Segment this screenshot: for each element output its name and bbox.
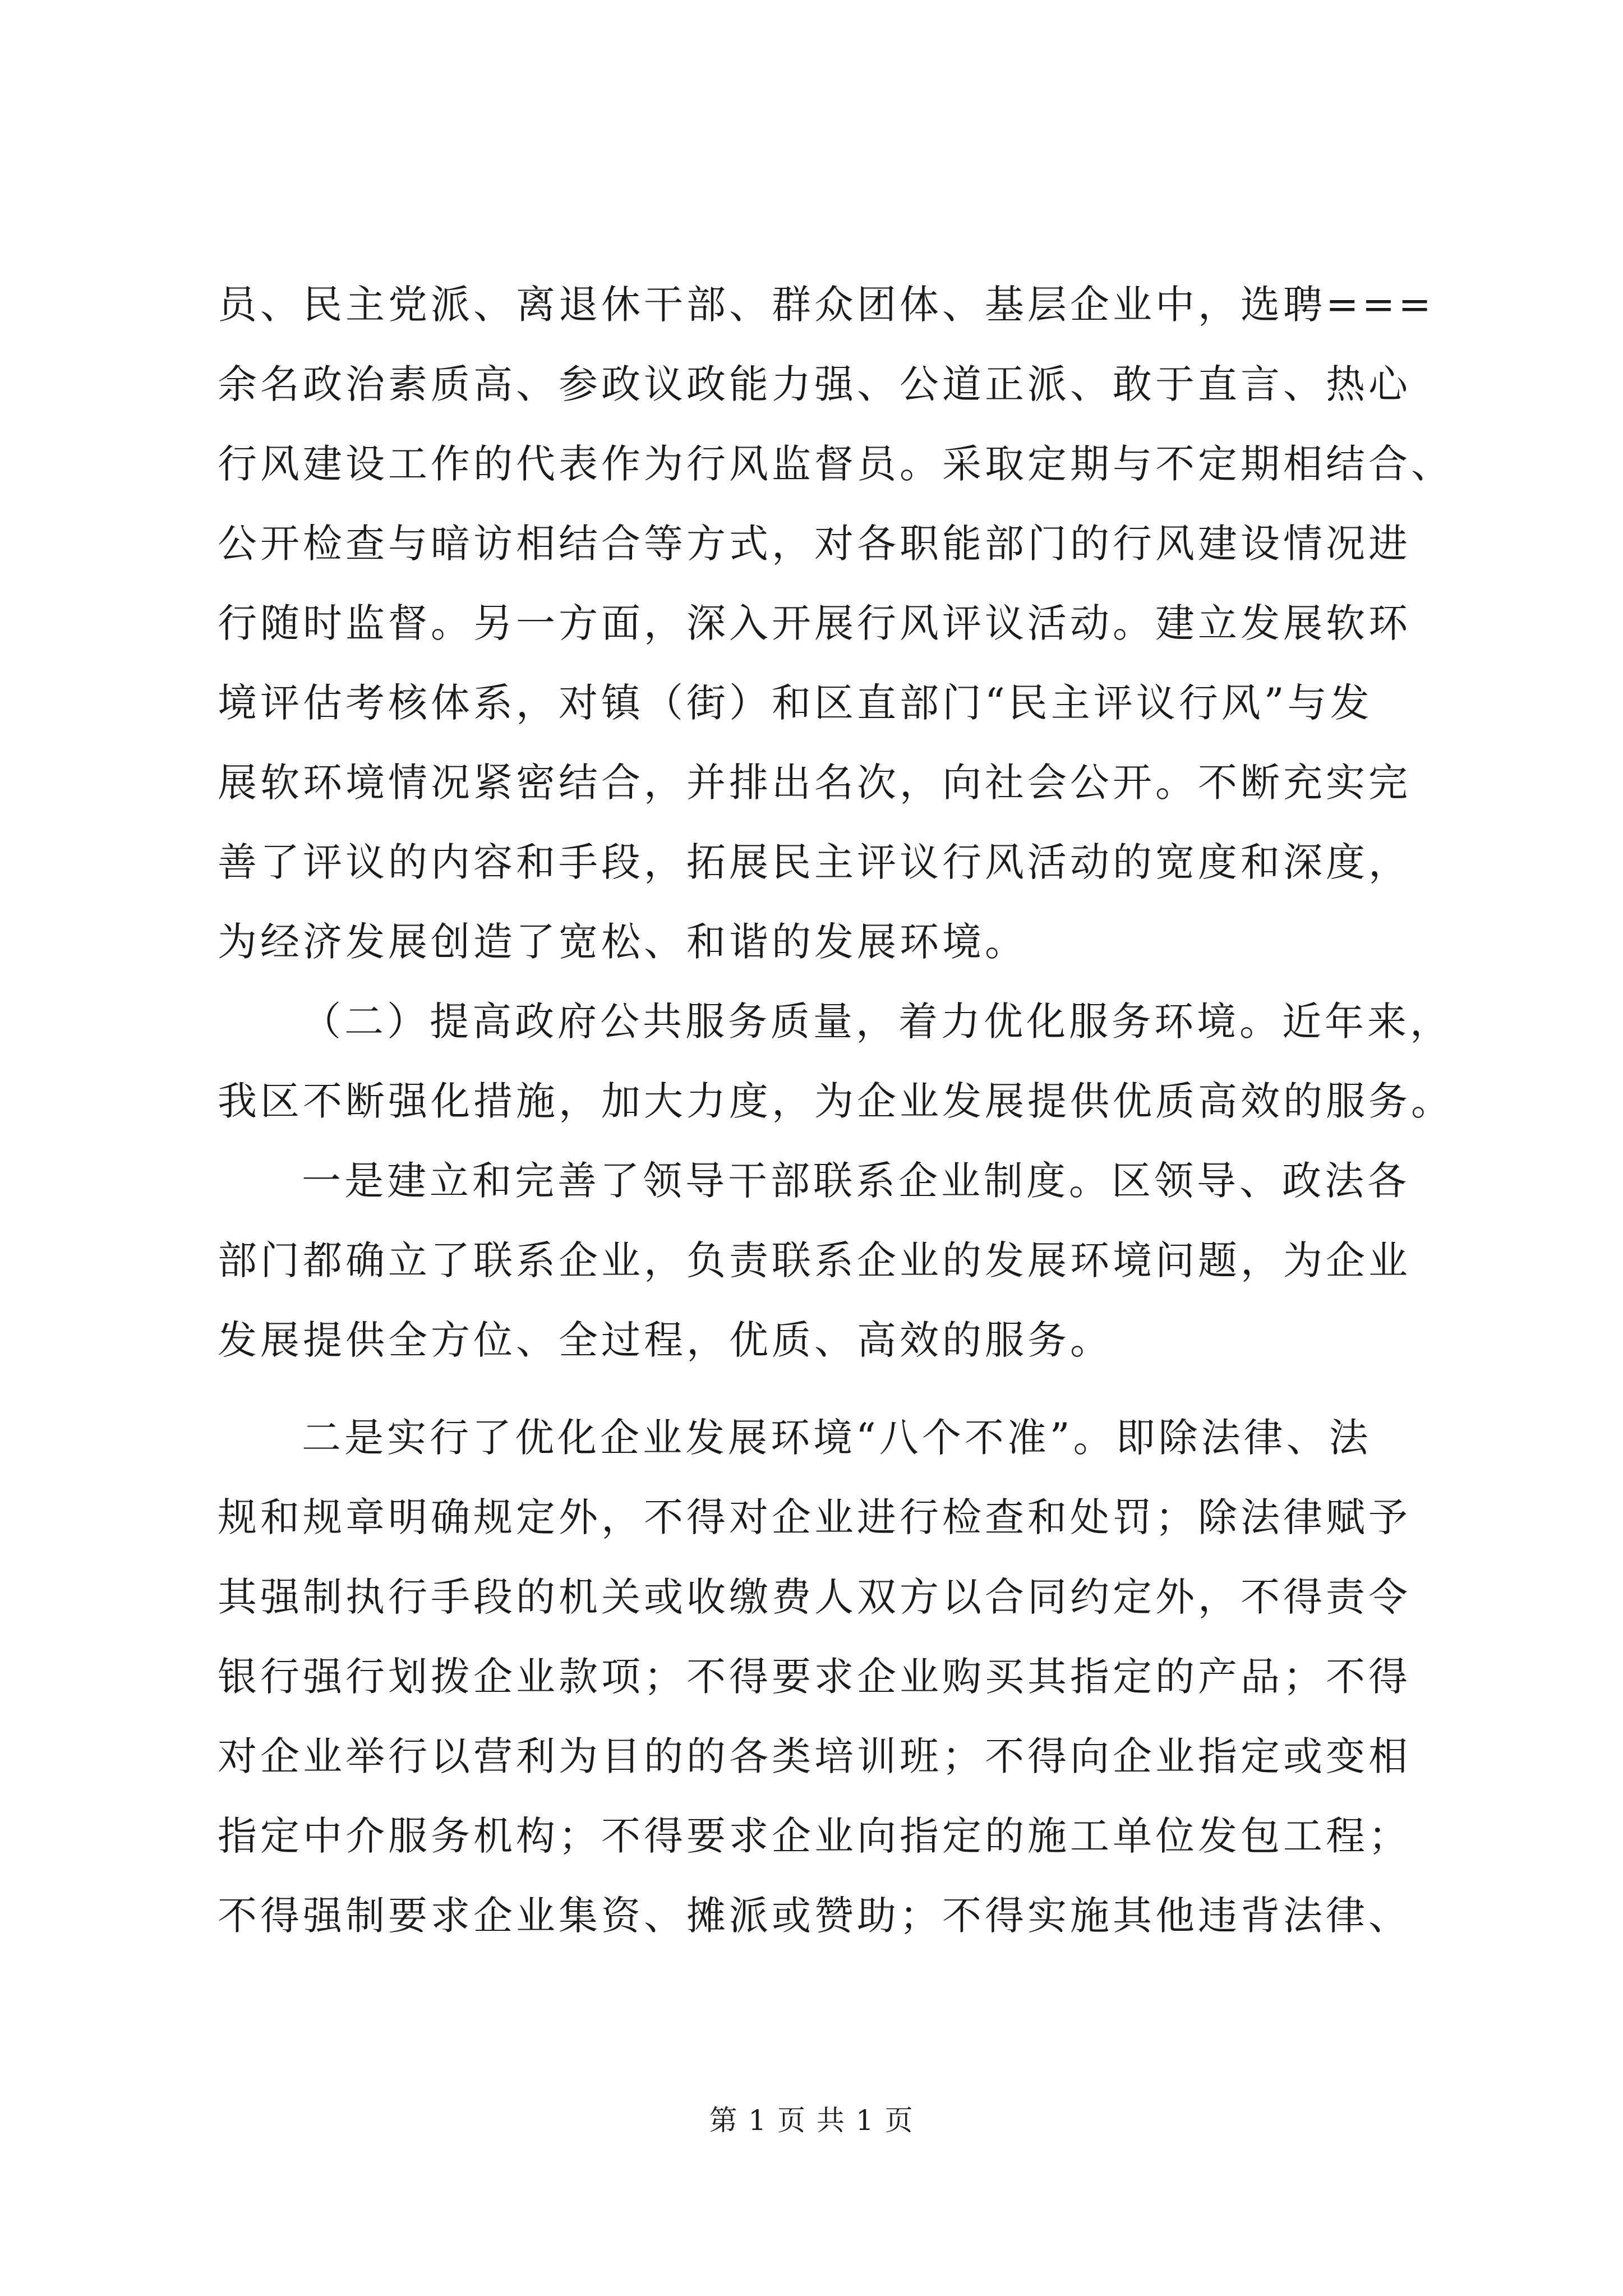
text-line: 公开检查与暗访相结合等方式，对各职能部门的行风建设情况进	[218, 521, 1411, 567]
text-line: 部门都确立了联系企业，负责联系企业的发展环境问题，为企业	[218, 1237, 1411, 1283]
text-line: 其强制执行手段的机关或收缴费人双方以合同约定外，不得责令	[218, 1574, 1411, 1620]
text-line: 为经济发展创造了宽松、和谐的发展环境。	[218, 919, 1027, 965]
text-line: 对企业举行以营利为目的的各类培训班；不得向企业指定或变相	[218, 1733, 1411, 1779]
document-body	[218, 265, 1468, 1955]
text-line: 发展提供全方位、全过程，优质、高效的服务。	[218, 1317, 1113, 1363]
text-line: 展软环境情况紧密结合，并排出名次，向社会公开。不断充实完	[218, 760, 1411, 806]
text-line: 规和规章明确规定外，不得对企业进行检查和处罚；除法律赋予	[218, 1494, 1411, 1540]
text-line: 指定中介服务机构；不得要求企业向指定的施工单位发包工程；	[218, 1813, 1411, 1859]
text-line: 境评估考核体系，对镇（街）和区直部门“民主评议行风”与发	[218, 680, 1373, 726]
paragraph-start: 一是建立和完善了领导干部联系企业制度。区领导、政法各	[302, 1158, 1410, 1204]
page-footer: 第 1 页 共 1 页	[709, 2104, 914, 2137]
text-line: 我区不断强化措施，加大力度，为企业发展提供优质高效的服务。	[218, 1078, 1454, 1124]
text-line: 行随时监督。另一方面，深入开展行风评议活动。建立发展软环	[218, 600, 1411, 646]
text-line: 银行强行划拨企业款项；不得要求企业购买其指定的产品；不得	[218, 1654, 1411, 1700]
section-heading: （二）提高政府公共服务质量，着力优化服务环境。近年来，	[302, 999, 1453, 1045]
paragraph-start: 二是实行了优化企业发展环境“八个不准”。即除法律、法	[302, 1415, 1372, 1461]
text-line: 余名政治素质高、参政议政能力强、公道正派、敢于直言、热心	[218, 361, 1411, 407]
text-line: 善了评议的内容和手段，拓展民主评议行风活动的宽度和深度，	[218, 839, 1411, 885]
text-line: 行风建设工作的代表作为行风监督员。采取定期与不定期相结合、	[218, 441, 1454, 487]
text-line: 不得强制要求企业集资、摊派或赞助；不得实施其他违背法律、	[218, 1893, 1411, 1939]
text-line: 员、民主党派、离退休干部、群众团体、基层企业中，选聘===	[218, 282, 1435, 328]
